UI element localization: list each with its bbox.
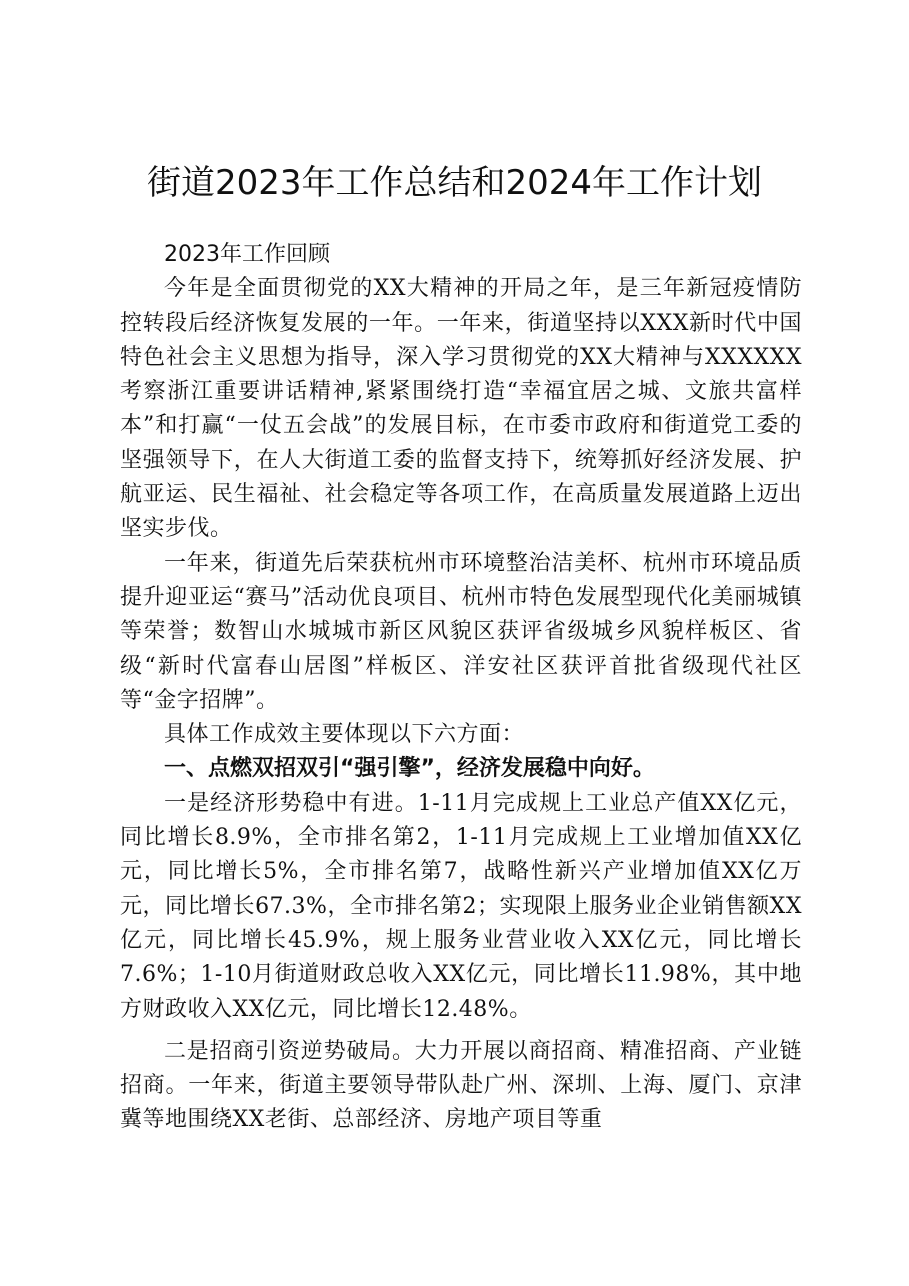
- paragraph-intro: 今年是全面贯彻党的XX大精神的开局之年，是三年新冠疫情防控转段后经济恢复发展的一年。一年来，街道坚持以XXX新时代中国特色社会主义思想为指导，深入学习贯彻党的XX大精神与XXXXXX考察浙江重要讲话精神,紧紧围绕打造“幸福宜居之城、文旅共富样本”和打赢“一仗五会战”的发展目标，在市委市政府和街道党工委的坚强领导下，在人大街道工委的监督支持下，统筹抓好经济发展、护航亚运、民生福祉、社会稳定等各项工作，在高质量发展道路上迈出坚实步伐。: [120, 276, 802, 542]
- document-body: [120, 238, 802, 1138]
- paragraph-honors: 一年来，街道先后荣获杭州市环境整治洁美杯、杭州市环境品质提升迎亚运“赛马”活动优良项目、杭州市特色发展型现代化美丽城镇等荣誉；数智山水城城市新区风貌区获评省级城乡风貌样板区、省级“新时代富春山居图”样板区、洋安社区获评首批省级现代社区等“金字招牌”。: [120, 550, 802, 713]
- sub-heading-economy: 一、点燃双招双引“强引擎”，经济发展稳中向好。: [164, 756, 655, 782]
- section-heading: 2023年工作回顾: [164, 242, 330, 267]
- paragraph-summary-lead: 具体工作成效主要体现以下六方面：: [164, 722, 525, 748]
- document-title: 街道2023年工作总结和2024年工作计划: [146, 163, 763, 203]
- paragraph-economy: 一是经济形势稳中有进。1-11月完成规上工业总产值XX亿元，同比增长8.9%，全市排名第2，1-11月完成规上工业增加值XX亿元，同比增长5%，全市排名第7，战略性新兴产业增加值XX亿万元，同比增长67.3%，全市排名第2；实现限上服务业企业销售额XX亿元，同比增长45.9%，规上服务业营业收入XX亿元，同比增长7.6%；1-10月街道财政总收入XX亿元，同比增长11.98%，其中地方财政收入XX亿元，同比增长12.48%。: [120, 790, 802, 1022]
- paragraph-gap: [120, 1027, 802, 1035]
- paragraph-investment: 二是招商引资逆势破局。大力开展以商招商、精准招商、产业链招商。一年来，街道主要领导带队赴广州、深圳、上海、厦门、京津冀等地围绕XX老街、总部经济、房地产项目等重: [120, 1038, 802, 1133]
